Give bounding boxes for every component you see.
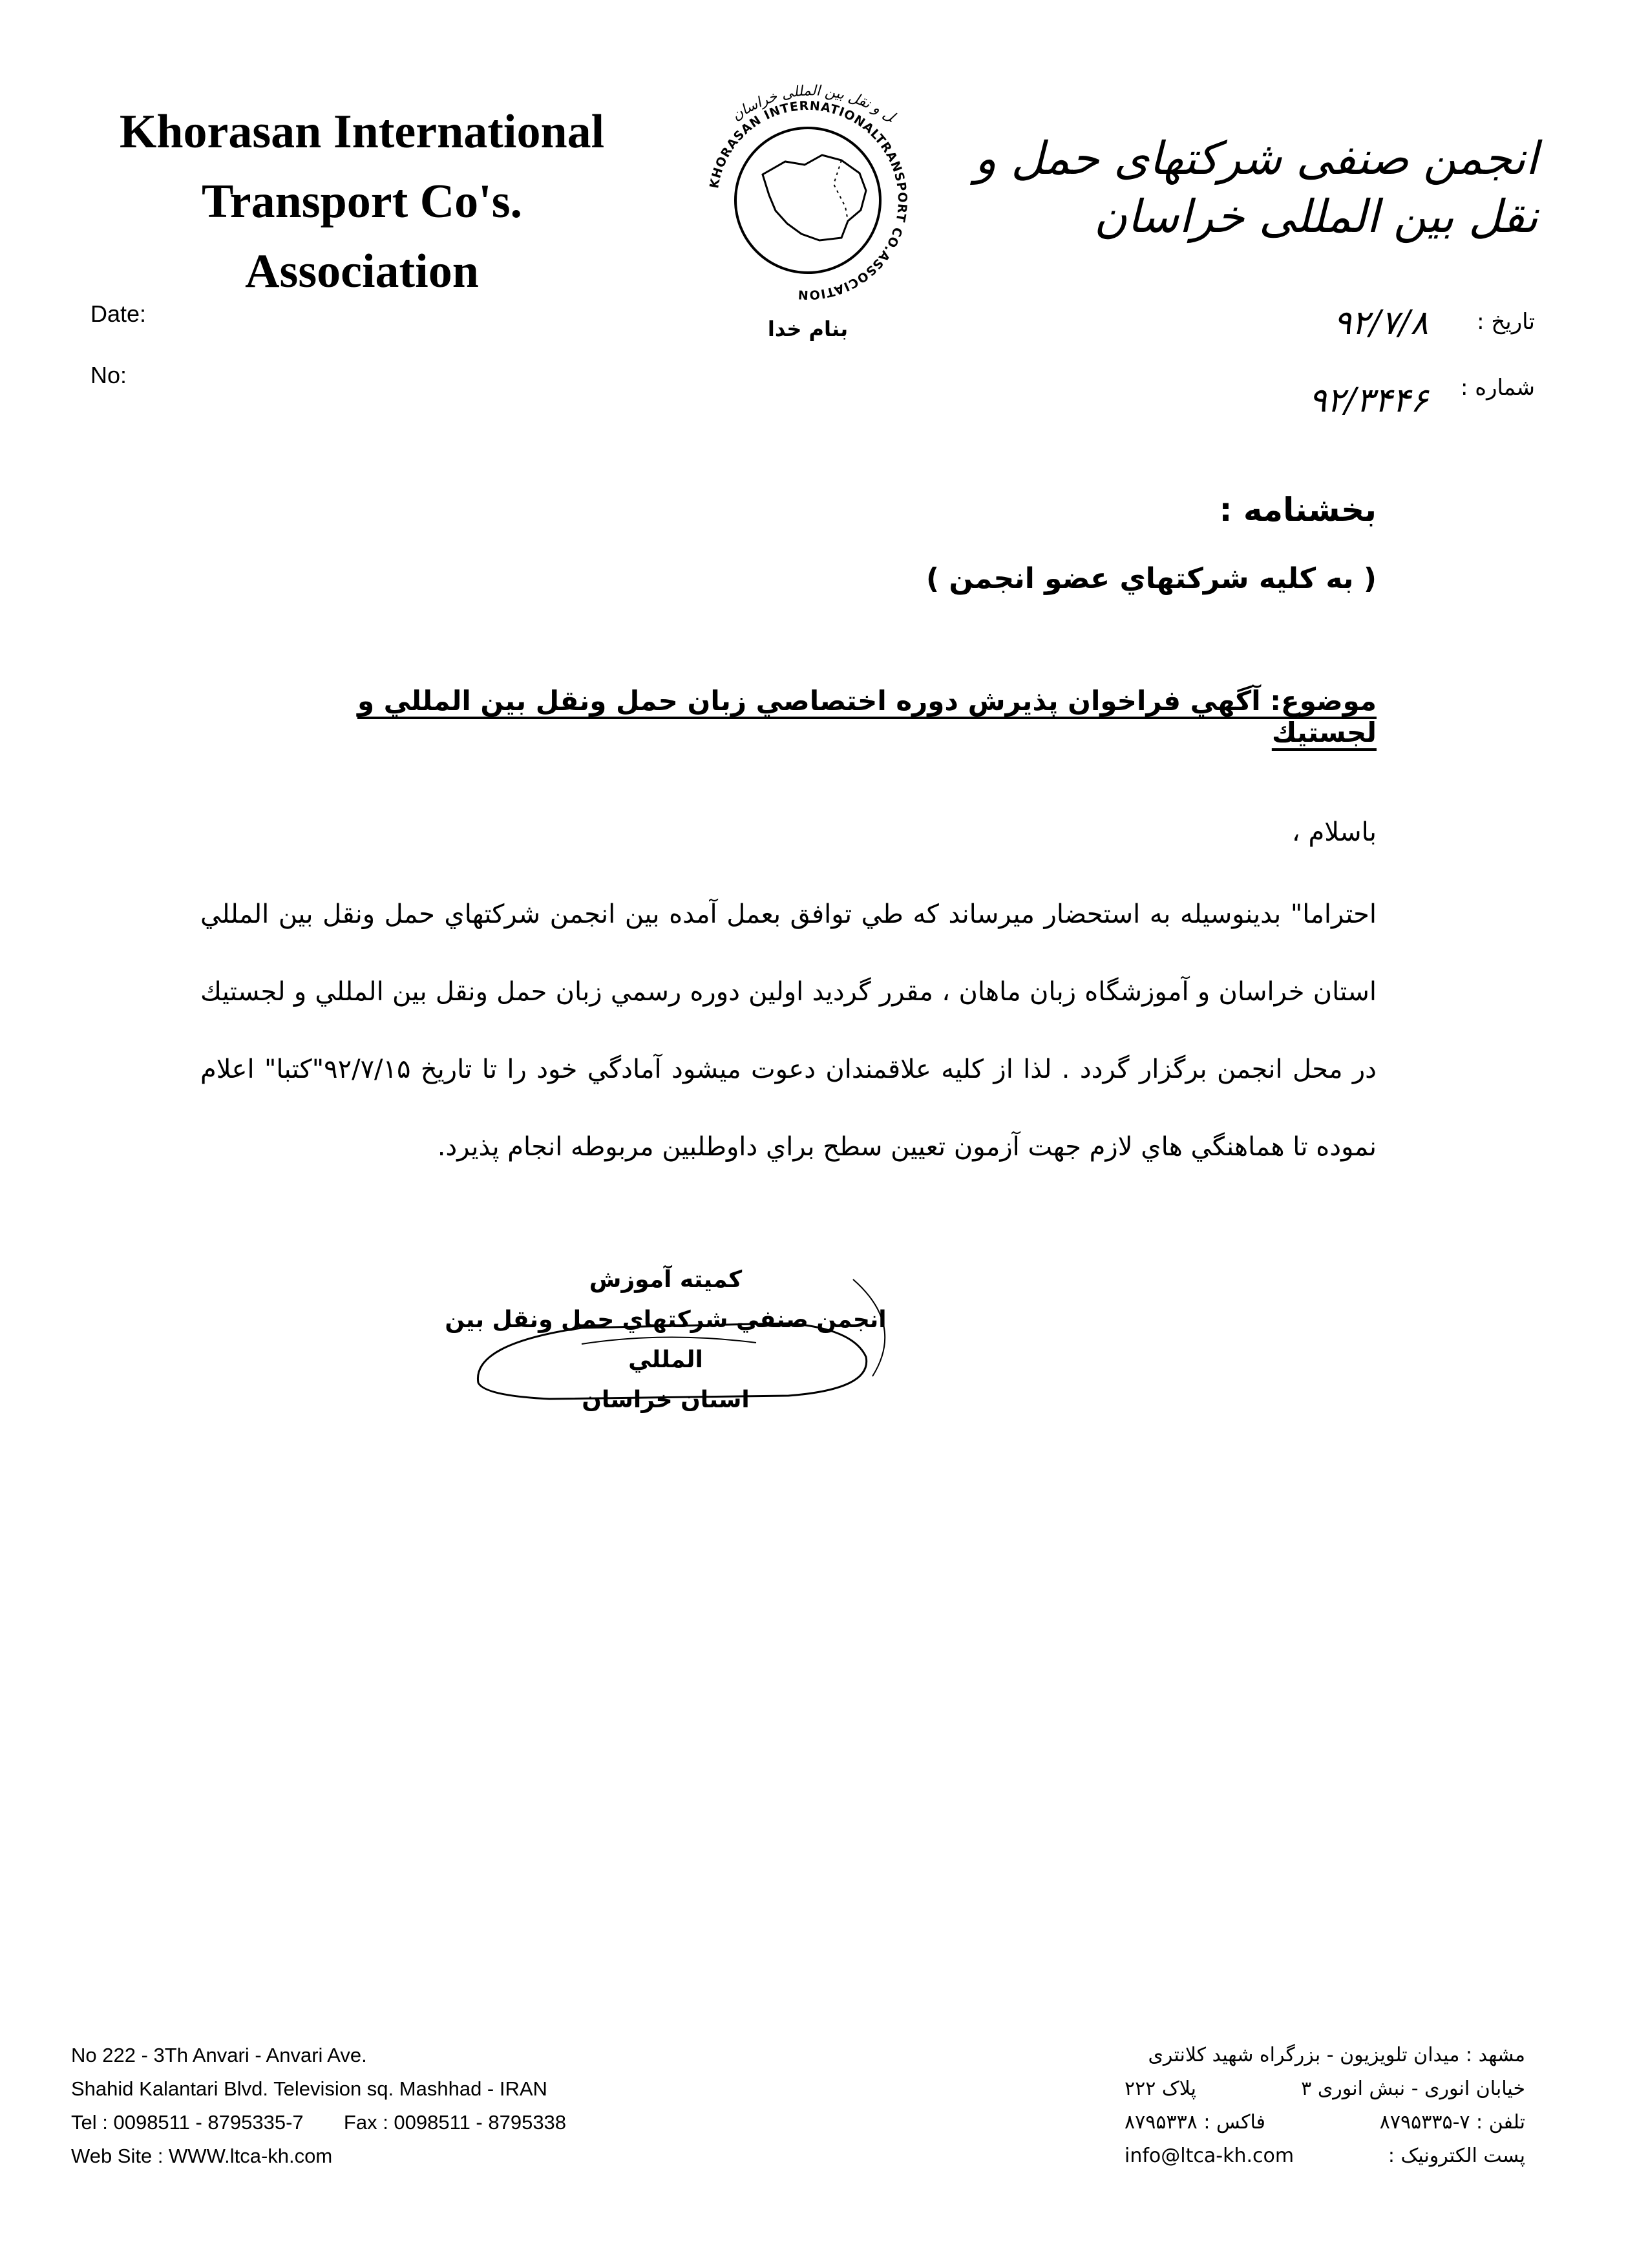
letter-greeting: باسلام ، — [1291, 817, 1377, 847]
footer-en-tel: Tel : 0098511 - 8795335-7 — [71, 2111, 304, 2134]
footer-fa-email-label: پست الکترونیک : — [1388, 2145, 1525, 2167]
association-logo — [672, 52, 944, 349]
org-name-en-line2: Transport Co's. Association — [201, 175, 523, 298]
date-label-en: Date: — [90, 300, 147, 327]
letter-body: احتراما" بدينوسيله به استحضار ميرساند كه طي توافق بعمل آمده بين انجمن شركتهاي حمل ونقل بين المللي استان خراسان و آموزشگاه زبان ماهان ، مقرر گرديد اولين دوره رسمي زبان حمل ونقل بين المللي و لجستيك در محل انجمن برگزار گردد . لذا از كليه علاقمندان دعوت ميشود آمادگي خود را تا تاريخ ۹۲/۷/۱۵"كتبا" اعلام نموده تا هماهنگي هاي لازم جهت آزمون تعيين سطح براي داوطلبين مربوطه انجام پذيرد. — [200, 899, 1377, 1162]
org-name-fa: انجمن صنفی شرکتهای حمل و نقل بین المللی خراسان — [975, 132, 1538, 243]
letter-type: بخشنامه : — [1219, 491, 1377, 529]
footer-fa-fax: فاکس : ۸۷۹۵۳۳۸ — [1125, 2111, 1265, 2134]
footer-en-line2: Shahid Kalantari Blvd. Television sq. Mashhad - IRAN — [71, 2077, 547, 2100]
footer-fa-line2b: پلاک ۲۲۲ — [1125, 2077, 1196, 2100]
letter-recipient: ( به كليه شركتهاي عضو انجمن ) — [925, 562, 1377, 595]
bismillah: بنام خدا — [767, 317, 849, 341]
signature-line2: انجمن صنفي شركتهاي حمل ونقل بين المللي — [445, 1307, 887, 1373]
logo-top-text: ل و نقل بین المللی خراسان — [729, 83, 898, 125]
logo-ring-text: KHORASAN INTERNATIONALTRANSPORT CO.ASSOCIATION — [707, 98, 910, 302]
footer-en-line1: No 222 - 3Th Anvari - Anvari Ave. — [71, 2044, 367, 2066]
footer-en-fax: Fax : 0098511 - 8795338 — [343, 2111, 567, 2134]
org-name-en-line1: Khorasan International — [119, 105, 605, 158]
footer-en-phones — [71, 2106, 717, 2139]
date-value: ۹۲/۷/۸ — [1333, 304, 1428, 342]
footer-fa-email-row — [1034, 2139, 1525, 2173]
footer-address-en — [71, 2039, 717, 2173]
signature-line1: كميته آموزش — [589, 1266, 743, 1293]
footer-fa-phones — [1034, 2106, 1525, 2139]
footer-fa-line1: مشهد : میدان تلویزیون - بزرگراه شهید کلانتری — [1148, 2044, 1525, 2066]
footer-fa-line2a: خیابان انوری - نبش انوری ۳ — [1301, 2077, 1525, 2100]
signature-scribble-icon — [452, 1266, 918, 1415]
letter-subject: موضوع: آگهي فراخوان پذيرش دوره اختصاصي زبان حمل ونقل بين المللي و لجستيك — [357, 685, 1377, 748]
logo-seal-icon — [672, 52, 944, 349]
footer-fa-tel: تلفن : ۷-۸۷۹۵۳۳۵ — [1379, 2111, 1525, 2134]
signature-line3: استان خراسان — [582, 1387, 750, 1413]
no-value: ۹۲/۳۴۴۶ — [1308, 381, 1428, 420]
date-label-fa: تاريخ : — [1477, 309, 1535, 335]
no-label-fa: شماره : — [1461, 375, 1535, 401]
footer-en-web: Web Site : WWW.ltca-kh.com — [71, 2145, 333, 2167]
footer-address-fa — [1034, 2039, 1525, 2173]
footer-fa-email: info@ltca-kh.com — [1125, 2145, 1294, 2167]
no-label-en: No: — [90, 362, 127, 388]
org-name-en — [90, 97, 633, 306]
footer-fa-line2 — [1034, 2072, 1525, 2106]
